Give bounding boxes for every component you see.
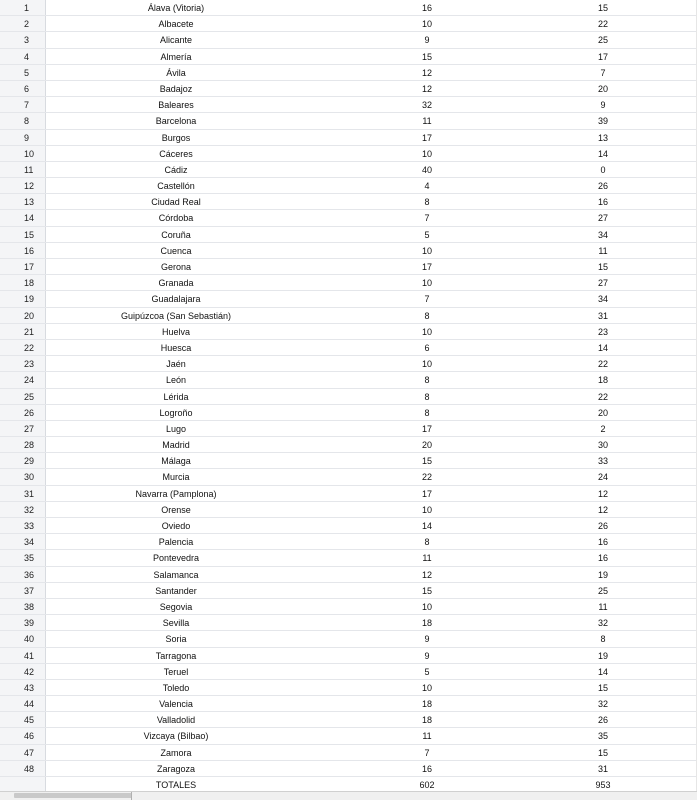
province-name: Huelva <box>161 326 190 337</box>
totals-value-1: 602 <box>419 780 435 790</box>
table-row[interactable] <box>0 130 697 146</box>
row-number: 9 <box>0 130 46 145</box>
value-column-1: 4 <box>424 181 430 192</box>
row-number: 34 <box>0 534 46 549</box>
value-column-2: 25 <box>597 585 608 596</box>
table-row[interactable] <box>0 389 697 405</box>
table-row[interactable] <box>0 81 697 97</box>
province-name: Guadalajara <box>151 294 201 305</box>
table-row[interactable] <box>0 664 697 680</box>
value-column-2: 35 <box>597 731 608 742</box>
value-column-2: 0 <box>600 164 606 175</box>
table-row[interactable] <box>0 696 697 712</box>
value-column-2: 25 <box>597 35 608 46</box>
row-number: 44 <box>0 696 46 711</box>
value-column-2: 12 <box>597 504 608 515</box>
province-name: Badajoz <box>159 83 193 94</box>
row-number: 10 <box>0 146 46 161</box>
row-number: 27 <box>0 421 46 436</box>
row-number: 37 <box>0 583 46 598</box>
value-column-2: 24 <box>597 472 608 483</box>
value-column-2: 34 <box>597 294 608 305</box>
table-row[interactable] <box>0 599 697 615</box>
row-number: 24 <box>0 372 46 387</box>
value-column-1: 8 <box>424 310 430 321</box>
value-column-2: 7 <box>600 67 606 78</box>
row-number: 18 <box>0 275 46 290</box>
province-name: Sevilla <box>162 618 190 629</box>
scrollbar-divider <box>131 792 132 800</box>
value-column-1: 18 <box>421 715 432 726</box>
row-number: 26 <box>0 405 46 420</box>
table-row[interactable] <box>0 421 697 437</box>
table-row[interactable] <box>0 615 697 631</box>
value-column-1: 5 <box>424 666 430 677</box>
value-column-2: 15 <box>597 262 608 272</box>
table-row[interactable] <box>0 712 697 728</box>
row-number: 38 <box>0 599 46 614</box>
table-row[interactable] <box>0 16 697 32</box>
value-column-2: 27 <box>597 278 608 289</box>
province-name: Granada <box>158 278 194 289</box>
scrollbar-thumb[interactable] <box>14 793 132 798</box>
totals-label: TOTALES <box>155 780 197 790</box>
value-column-1: 16 <box>421 3 432 13</box>
table-row[interactable] <box>0 210 697 226</box>
value-column-2: 22 <box>597 19 608 30</box>
table-row[interactable] <box>0 227 697 243</box>
value-column-1: 11 <box>422 116 432 127</box>
value-column-2: 22 <box>597 391 608 402</box>
table-row[interactable] <box>0 32 697 48</box>
table-row[interactable] <box>0 534 697 550</box>
value-column-1: 12 <box>421 83 432 94</box>
row-number: 39 <box>0 615 46 630</box>
value-column-1: 11 <box>422 731 432 742</box>
value-column-1: 15 <box>421 585 432 596</box>
value-column-2: 20 <box>597 407 608 418</box>
value-column-1: 17 <box>421 262 432 272</box>
value-column-2: 2 <box>600 423 606 434</box>
row-number: 5 <box>0 65 46 80</box>
province-name: Burgos <box>161 132 191 143</box>
table-row[interactable] <box>0 178 697 194</box>
table-row[interactable] <box>0 162 697 178</box>
value-column-2: 32 <box>597 618 608 629</box>
table-row[interactable] <box>0 259 697 275</box>
province-name: Salamanca <box>153 569 199 580</box>
province-name: Vizcaya (Bilbao) <box>143 731 209 742</box>
table-row[interactable] <box>0 243 697 259</box>
province-name: Cáceres <box>159 148 193 159</box>
table-row[interactable] <box>0 469 697 485</box>
table-row[interactable] <box>0 97 697 113</box>
province-name: Ávila <box>166 67 186 78</box>
row-number: 8 <box>0 113 46 128</box>
value-column-1: 7 <box>424 747 430 758</box>
province-name: Palencia <box>158 537 194 548</box>
value-column-1: 6 <box>424 342 430 353</box>
value-column-2: 16 <box>597 537 608 548</box>
value-column-2: 31 <box>597 310 608 321</box>
province-name: Málaga <box>161 456 191 467</box>
province-name: Pontevedra <box>152 553 200 564</box>
value-column-2: 19 <box>597 569 608 580</box>
value-column-2: 12 <box>597 488 608 499</box>
table-row[interactable] <box>0 324 697 340</box>
value-column-1: 22 <box>421 472 432 483</box>
row-number: 7 <box>0 97 46 112</box>
table-row[interactable] <box>0 728 697 744</box>
row-number: 20 <box>0 308 46 323</box>
table-row[interactable] <box>0 356 697 372</box>
province-name: Madrid <box>162 440 190 451</box>
row-number: 36 <box>0 567 46 582</box>
value-column-2: 26 <box>597 521 608 531</box>
row-number: 1 <box>0 0 46 15</box>
value-column-2: 15 <box>597 747 608 758</box>
row-number: 21 <box>0 324 46 339</box>
value-column-1: 15 <box>421 51 432 62</box>
value-column-1: 8 <box>424 375 430 386</box>
value-column-1: 12 <box>421 569 432 580</box>
value-column-2: 16 <box>597 553 608 564</box>
value-column-1: 8 <box>424 391 430 402</box>
province-name: Álava (Vitoria) <box>147 3 205 13</box>
province-name: Zamora <box>160 747 192 758</box>
value-column-1: 32 <box>421 100 432 111</box>
value-column-1: 10 <box>421 245 432 256</box>
table-row[interactable] <box>0 65 697 81</box>
value-column-1: 14 <box>421 521 432 531</box>
value-column-1: 18 <box>421 699 432 710</box>
row-number: 19 <box>0 291 46 306</box>
value-column-2: 16 <box>597 197 608 208</box>
value-column-2: 9 <box>600 100 606 111</box>
value-column-2: 32 <box>597 699 608 710</box>
value-column-1: 9 <box>424 35 430 46</box>
table-row[interactable] <box>0 372 697 388</box>
table-row[interactable] <box>0 0 697 16</box>
table-row[interactable] <box>0 405 697 421</box>
row-number: 11 <box>0 162 46 177</box>
province-name: Ciudad Real <box>151 197 201 208</box>
value-column-1: 10 <box>421 326 432 337</box>
value-column-2: 33 <box>597 456 608 467</box>
value-column-1: 10 <box>421 148 432 159</box>
row-number: 33 <box>0 518 46 533</box>
row-number: 28 <box>0 437 46 452</box>
row-number: 30 <box>0 469 46 484</box>
table-row[interactable] <box>0 49 697 65</box>
row-number: 48 <box>0 761 46 776</box>
table-row[interactable] <box>0 648 697 664</box>
value-column-1: 20 <box>421 440 432 451</box>
value-column-2: 26 <box>597 181 608 192</box>
province-name: Segovia <box>159 601 193 612</box>
row-number: 13 <box>0 194 46 209</box>
row-number: 15 <box>0 227 46 242</box>
value-column-1: 12 <box>421 67 432 78</box>
province-name: Almería <box>160 51 192 62</box>
province-name: Valencia <box>159 699 193 710</box>
value-column-2: 26 <box>597 715 608 726</box>
value-column-2: 14 <box>597 342 608 353</box>
province-name: Albacete <box>158 19 194 30</box>
province-name: Soria <box>165 634 187 645</box>
value-column-2: 14 <box>597 666 608 677</box>
value-column-1: 10 <box>421 504 432 515</box>
province-name: Santander <box>155 585 197 596</box>
value-column-1: 16 <box>421 763 432 774</box>
value-column-2: 23 <box>597 326 608 337</box>
province-name: Castellón <box>157 181 195 192</box>
row-number: 17 <box>0 259 46 274</box>
row-number: 42 <box>0 664 46 679</box>
value-column-1: 17 <box>421 488 432 499</box>
province-name: Valladolid <box>156 715 196 726</box>
table-row[interactable] <box>0 567 697 583</box>
value-column-1: 17 <box>421 132 432 143</box>
province-name: Baleares <box>158 100 194 111</box>
row-number: 32 <box>0 502 46 517</box>
row-number: 6 <box>0 81 46 96</box>
row-number: 16 <box>0 243 46 258</box>
value-column-2: 17 <box>597 51 608 62</box>
table-row[interactable] <box>0 550 697 566</box>
province-name: Coruña <box>161 229 191 240</box>
value-column-1: 10 <box>421 359 432 370</box>
table-row[interactable] <box>0 308 697 324</box>
province-name: Jaén <box>166 359 186 370</box>
table-row[interactable] <box>0 631 697 647</box>
value-column-1: 5 <box>424 229 430 240</box>
horizontal-scrollbar[interactable] <box>0 791 697 800</box>
province-name: Cuenca <box>160 245 192 256</box>
value-column-1: 15 <box>421 456 432 467</box>
value-column-1: 18 <box>421 618 432 629</box>
value-column-2: 34 <box>597 229 608 240</box>
province-name: Zaragoza <box>156 763 196 774</box>
row-number: 31 <box>0 486 46 501</box>
table-row[interactable] <box>0 518 697 534</box>
province-name: Lérida <box>163 391 189 402</box>
row-number: 14 <box>0 210 46 225</box>
value-column-1: 17 <box>421 423 432 434</box>
value-column-1: 40 <box>421 164 432 175</box>
table-row[interactable] <box>0 194 697 210</box>
province-name: Oviedo <box>161 521 191 531</box>
province-name: Logroño <box>159 407 193 418</box>
value-column-2: 20 <box>597 83 608 94</box>
row-number: 47 <box>0 745 46 760</box>
value-column-1: 8 <box>424 197 430 208</box>
province-name: Gerona <box>160 262 192 272</box>
table-row[interactable] <box>0 745 697 761</box>
value-column-2: 27 <box>597 213 608 224</box>
value-column-1: 7 <box>424 213 430 224</box>
value-column-2: 39 <box>597 116 608 127</box>
value-column-1: 10 <box>421 19 432 30</box>
province-name: Córdoba <box>158 213 194 224</box>
value-column-1: 9 <box>424 650 430 661</box>
province-name: Huesca <box>160 342 192 353</box>
value-column-2: 31 <box>597 763 608 774</box>
table-row[interactable] <box>0 583 697 599</box>
value-column-2: 15 <box>597 3 608 13</box>
value-column-2: 30 <box>597 440 608 451</box>
province-name: Orense <box>161 504 191 515</box>
row-number: 35 <box>0 550 46 565</box>
value-column-2: 15 <box>597 682 608 693</box>
province-name: Guipúzcoa (San Sebastián) <box>120 310 232 321</box>
value-column-2: 11 <box>598 245 608 256</box>
table-row[interactable] <box>0 113 697 129</box>
table-row[interactable] <box>0 146 697 162</box>
table-row[interactable] <box>0 502 697 518</box>
value-column-1: 10 <box>421 682 432 693</box>
row-number: 22 <box>0 340 46 355</box>
province-name: Lugo <box>165 423 187 434</box>
row-number: 23 <box>0 356 46 371</box>
value-column-2: 13 <box>597 132 608 143</box>
row-number: 29 <box>0 453 46 468</box>
value-column-2: 11 <box>598 601 608 612</box>
province-name: Alicante <box>159 35 193 46</box>
value-column-1: 11 <box>422 553 432 564</box>
row-number: 3 <box>0 32 46 47</box>
row-number: 4 <box>0 49 46 64</box>
province-name: Tarragona <box>155 650 197 661</box>
row-number: 46 <box>0 728 46 743</box>
province-name: León <box>165 375 187 386</box>
value-column-1: 8 <box>424 537 430 548</box>
table-row[interactable] <box>0 761 697 777</box>
value-column-2: 22 <box>597 359 608 370</box>
province-name: Barcelona <box>155 116 197 127</box>
province-name: Cádiz <box>164 164 188 175</box>
table-row[interactable] <box>0 437 697 453</box>
value-column-2: 18 <box>597 375 608 386</box>
value-column-1: 7 <box>424 294 430 305</box>
table-row[interactable] <box>0 291 697 307</box>
row-number: 43 <box>0 680 46 695</box>
table-row[interactable] <box>0 453 697 469</box>
table-row[interactable] <box>0 275 697 291</box>
value-column-1: 10 <box>421 601 432 612</box>
province-name: Toledo <box>162 682 190 693</box>
row-number: 45 <box>0 712 46 727</box>
table-row[interactable] <box>0 340 697 356</box>
row-number: 2 <box>0 16 46 31</box>
value-column-2: 8 <box>600 634 606 645</box>
table-row[interactable] <box>0 486 697 502</box>
province-name: Teruel <box>163 666 189 677</box>
row-number: 12 <box>0 178 46 193</box>
value-column-1: 9 <box>424 634 430 645</box>
row-number: 40 <box>0 631 46 646</box>
row-number: 25 <box>0 389 46 404</box>
totals-value-2: 953 <box>595 780 611 790</box>
value-column-2: 14 <box>597 148 608 159</box>
value-column-1: 8 <box>424 407 430 418</box>
table-row[interactable] <box>0 680 697 696</box>
province-name: Murcia <box>162 472 190 483</box>
province-name: Navarra (Pamplona) <box>135 488 217 499</box>
value-column-1: 10 <box>421 278 432 289</box>
row-number: 41 <box>0 648 46 663</box>
value-column-2: 19 <box>597 650 608 661</box>
